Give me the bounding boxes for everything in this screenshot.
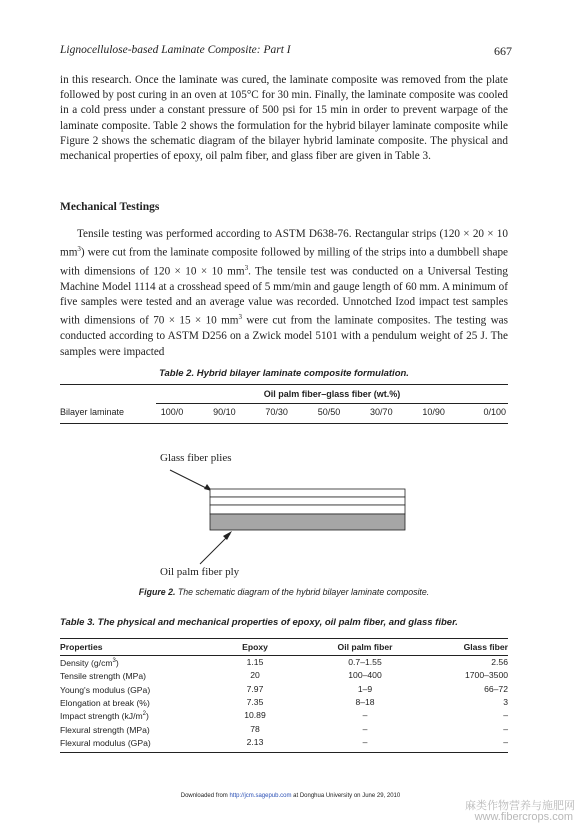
table3-cell-oil-palm-fiber: – [362,723,368,734]
table3-header-glass-fiber: Glass fiber [430,639,508,656]
oil-palm-fiber-ply [210,514,405,530]
table2-top-rule [60,384,508,385]
table3-cell-glass-fiber: 1700–3500 [464,670,508,681]
table2-cell: 90/10 [213,407,236,417]
table3-cell-glass-fiber: – [503,723,508,734]
section-heading: Mechanical Testings [60,201,160,213]
table-row [60,656,508,670]
table3-cell-property: Tensile strength (MPa) [60,671,146,682]
table3-cell-oil-palm-fiber: 1–9 [357,683,373,694]
table3-cell-oil-palm-fiber: 8–18 [355,697,375,707]
table2-group-header: Oil palm fiber–glass fiber (wt.%) [263,389,401,399]
running-title: Lignocellulose-based Laminate Composite: Part I [60,44,291,56]
table2-row [60,407,508,417]
table2-cell: 10/90 [422,407,445,417]
page-number: 667 [494,44,512,58]
paragraph-intro-text: in this research. Once the laminate was cured, the laminate composite was removed from the plate followed by post curing in an oven at 105°C for 30 min. Finally, the laminate composite was cooled in a cold press under a constant pressure of 500 psi for 15 min in order to prevent warpage of the laminate composite. Table 2 shows the formulation for the hybrid bilayer laminate composite while Figure 2 shows the schematic diagram of the bilayer hybrid laminate composite. The physical and mechanical properties of epoxy, oil palm fiber, and glass fiber are given in Table 3. [60,74,508,163]
table-row [60,696,508,709]
glass-fiber-ply-1 [210,489,405,497]
table-row [60,669,508,682]
table3-cell-epoxy: 2.13 [210,736,300,752]
glass-fiber-ply-3 [210,505,405,514]
figure2-label-glass-fiber: Glass fiber plies [160,452,232,464]
table3-header-properties: Properties [60,639,210,656]
table3-cell-oil-palm-fiber: – [362,710,368,721]
table-row [60,736,508,752]
table2-mid-rule [156,403,508,404]
table3-cell-oil-palm-fiber: 100–400 [348,670,382,681]
table3-cell-glass-fiber: – [430,736,508,752]
table2-bottom-rule [60,423,508,424]
figure2-caption-prefix: Figure 2. [138,587,176,597]
para2-sup3: 3 [238,313,243,322]
table-row [60,709,508,722]
table3-cell-property: Flexural modulus (GPa) [60,736,210,752]
figure2-caption [60,587,508,597]
table3-cell-glass-fiber: 2.56 [491,656,508,667]
running-head [60,44,512,59]
paragraph-mechanical-testing [60,227,508,360]
table-row [60,723,508,736]
table3-cell-property: Elongation at break (%) [60,697,150,708]
figure2-schematic [150,462,420,572]
oil-palm-arrowhead [223,531,232,540]
footer-prefix: Downloaded from [180,793,230,799]
table3-cell-property: Impact strength $(kJ/m^2)$ [60,711,149,722]
table3 [60,638,508,753]
glass-fiber-ply-2 [210,497,405,505]
table3-cell-epoxy: 10.89 [244,710,266,721]
table3-header-row [60,639,508,656]
table3-cell-oil-palm-fiber: – [300,736,430,752]
table3-cell-epoxy: 1.15 [246,656,264,667]
table-row [60,683,508,696]
table3-cell-property: Flexural strength (MPa) [60,724,150,735]
table2-cell: 30/70 [370,407,393,417]
table3-cell-oil-palm-fiber: 0.7–1.55 [348,656,382,667]
paragraph-mechanical-testing-text [60,227,508,360]
table3-caption: Table 3. The physical and mechanical properties of epoxy, oil palm fiber, and glass fiber. [60,617,458,628]
table3-cell-epoxy: 7.97 [246,683,264,694]
table3-cell-glass-fiber: 3 [503,697,508,707]
figure2-label-oil-palm: Oil palm fiber ply [160,566,240,578]
table3-cell-property: Young's modulus (GPa) [60,684,151,695]
paragraph-intro [60,73,508,164]
table2-cell: 50/50 [317,407,341,417]
para2-s4: were cut from the laminate composites. The testing was conducted according to ASTM D256 on a Zwick model 5101 with a pendulum weight of 25 J. The samples were impacted [60,315,508,358]
footer-link[interactable]: http://jcm.sagepub.com [229,793,292,799]
watermark-url: www.fibercrops.com [474,811,573,823]
para2-sup1: 3 [77,245,81,254]
table3-cell-epoxy: 20 [250,670,260,681]
table3-cell-epoxy: 78 [250,723,260,734]
footer-suffix: at Donghua University on June 29, 2010 [291,793,401,799]
table3-cell-glass-fiber: 66–72 [484,683,508,694]
figure2-caption-text: The schematic diagram of the hybrid bilayer laminate composite. [175,587,430,597]
table2-cells [152,407,508,417]
table2-cell: 70/30 [265,407,288,417]
table3-header-epoxy: Epoxy [210,639,300,656]
para2-sup2: 3 [244,264,249,273]
table3-header-oil-palm-fiber: Oil palm fiber [300,639,430,656]
table3-cell-property: Density $(g/cm^3)$ [60,657,119,668]
table3-cell-glass-fiber: – [503,710,508,721]
table3-cell-epoxy: 7.35 [246,697,264,707]
watermark-chinese: 麻类作物营养与施肥网 [465,799,575,812]
table2-caption: Table 2. Hybrid bilayer laminate composite formulation. [159,368,409,379]
para2-s3: . The tensile test was conducted on a Universal Testing Machine Model 1114 at a crosshead speed of 5 mm/min and gauge length of 60 mm. A minimum of five samples were tested and an average value was recorded. Unnotched Izod impact test samples with dimensions of 70 × 15 × 10 mm [60,265,508,328]
para2-s2: ) were cut from the laminate composite followed by milling of the strips into a dumbbell shape with dimensions of 120 × 10 × 10 mm [60,246,508,278]
table2-cell: 0/100 [483,407,506,417]
para2-s1: Tensile testing was performed according to ASTM D638-76. Rectangular strips (120 × 20 × 10 mm [60,228,508,259]
table2-cell: 100/0 [160,407,184,417]
table2-row-label: Bilayer laminate [60,407,125,417]
